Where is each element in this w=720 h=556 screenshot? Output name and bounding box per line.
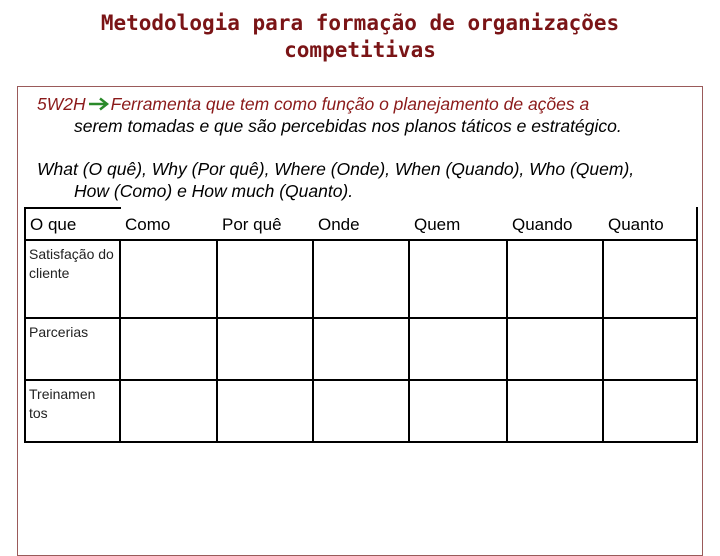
planning-table	[24, 207, 698, 443]
table-cell: Satisfação do cliente	[25, 240, 120, 318]
table-cell[interactable]	[313, 318, 409, 380]
intro-text-line-2: serem tomadas e que são percebidas nos planos táticos e estratégico.	[74, 116, 622, 136]
header-como: Como	[120, 208, 217, 240]
header-quanto: Quanto	[603, 208, 697, 240]
definition-paragraph	[37, 158, 634, 202]
intro-paragraph	[37, 93, 622, 137]
table-cell[interactable]	[217, 380, 313, 442]
table-cell: Parcerias	[25, 318, 120, 380]
table-cell[interactable]	[120, 318, 217, 380]
header-onde: Onde	[313, 208, 409, 240]
table-cell: Treinamen tos	[25, 380, 120, 442]
table-cell[interactable]	[507, 380, 603, 442]
table-cell[interactable]	[603, 240, 697, 318]
planning-table-container	[24, 207, 698, 443]
method-label: 5W2H	[37, 94, 86, 114]
right-arrow-icon	[88, 97, 110, 111]
table-cell[interactable]	[603, 318, 697, 380]
table-cell[interactable]	[409, 318, 507, 380]
table-cell[interactable]	[603, 380, 697, 442]
table-cell[interactable]	[217, 318, 313, 380]
header-quem: Quem	[409, 208, 507, 240]
title-line-1: Metodologia para formação de organizações	[100, 11, 620, 35]
table-cell[interactable]	[507, 240, 603, 318]
table-cell[interactable]	[217, 240, 313, 318]
header-o-que: O que	[25, 208, 120, 240]
table-cell[interactable]	[409, 240, 507, 318]
table-cell[interactable]	[507, 318, 603, 380]
page-title	[40, 10, 680, 64]
table-cell[interactable]	[120, 240, 217, 318]
intro-text-line-1: Ferramenta que tem como função o planejamento de ações a	[110, 94, 590, 114]
title-line-2: competitivas	[284, 38, 436, 62]
table-row	[25, 240, 697, 318]
header-por-que: Por quê	[217, 208, 313, 240]
table-row	[25, 318, 697, 380]
definition-line-1: What (O quê), Why (Por quê), Where (Onde), When (Quando), Who (Quem),	[37, 159, 635, 179]
header-quando: Quando	[507, 208, 603, 240]
table-cell[interactable]	[313, 380, 409, 442]
table-cell[interactable]	[120, 380, 217, 442]
table-cell[interactable]	[409, 380, 507, 442]
table-header-row	[25, 208, 697, 240]
table-row	[25, 380, 697, 442]
definition-line-2: How (Como) e How much (Quanto).	[74, 181, 354, 201]
table-cell[interactable]	[313, 240, 409, 318]
